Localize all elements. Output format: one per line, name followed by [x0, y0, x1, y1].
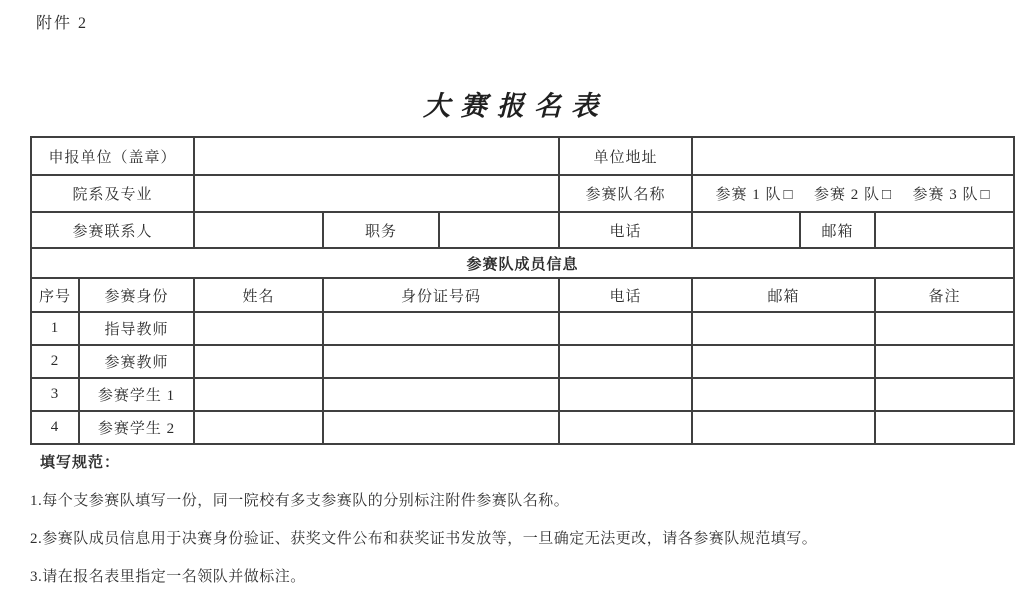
- team-option-3-label: 参赛 3 队: [912, 187, 979, 203]
- col-header-name: 姓名: [194, 278, 323, 312]
- input-member-3-name[interactable]: [194, 378, 323, 411]
- col-header-phone: 电话: [559, 278, 692, 312]
- row-member-columns: [31, 278, 1014, 312]
- input-contact-person[interactable]: [194, 212, 323, 248]
- member-no: 1: [31, 312, 79, 345]
- input-member-1-id[interactable]: [323, 312, 559, 345]
- input-member-4-phone[interactable]: [559, 411, 692, 444]
- note-item-3: 3.请在报名表里指定一名领队并做标注。: [30, 569, 306, 585]
- member-role: 参赛学生 2: [79, 411, 194, 444]
- member-role: 指导教师: [79, 312, 194, 345]
- member-row-4: [31, 411, 1014, 444]
- note-item-1: 1.每个支参赛队填写一份，同一院校有多支参赛队的分别标注附件参赛队名称。: [30, 493, 570, 509]
- input-contact-phone[interactable]: [692, 212, 800, 248]
- attachment-label: 附件 2: [36, 15, 89, 32]
- input-contact-email[interactable]: [875, 212, 1014, 248]
- team-option-2: [814, 183, 892, 204]
- label-position: 职务: [323, 212, 439, 248]
- team-1-checkbox-icon[interactable]: □: [783, 187, 794, 203]
- team-option-2-label: 参赛 2 队: [813, 187, 880, 203]
- input-member-1-phone[interactable]: [559, 312, 692, 345]
- member-row-3: [31, 378, 1014, 411]
- input-member-4-name[interactable]: [194, 411, 323, 444]
- member-row-2: [31, 345, 1014, 378]
- input-declaring-unit[interactable]: [194, 137, 559, 175]
- row-contact: [31, 212, 1014, 248]
- input-member-3-remarks[interactable]: [875, 378, 1014, 411]
- notes-heading: 填写规范：: [40, 455, 121, 471]
- registration-table: [30, 136, 1015, 445]
- member-no: 2: [31, 345, 79, 378]
- row-department: [31, 175, 1014, 212]
- input-member-2-email[interactable]: [692, 345, 875, 378]
- team-options-cell: [692, 175, 1014, 212]
- input-member-4-id[interactable]: [323, 411, 559, 444]
- col-header-remarks: 备注: [875, 278, 1014, 312]
- members-section-title: 参赛队成员信息: [31, 248, 1014, 278]
- input-department-major[interactable]: [194, 175, 559, 212]
- col-header-email: 邮箱: [692, 278, 875, 312]
- input-member-4-email[interactable]: [692, 411, 875, 444]
- input-member-2-remarks[interactable]: [875, 345, 1014, 378]
- label-department-major: 院系及专业: [31, 175, 194, 212]
- label-declaring-unit: 申报单位（盖章）: [31, 137, 194, 175]
- input-member-1-remarks[interactable]: [875, 312, 1014, 345]
- label-contact-person: 参赛联系人: [31, 212, 194, 248]
- input-member-2-phone[interactable]: [559, 345, 692, 378]
- input-position[interactable]: [439, 212, 559, 248]
- col-header-no: 序号: [31, 278, 79, 312]
- input-member-1-email[interactable]: [692, 312, 875, 345]
- member-role: 参赛教师: [79, 345, 194, 378]
- row-members-section: [31, 248, 1014, 278]
- col-header-id-number: 身份证号码: [323, 278, 559, 312]
- label-contact-email: 邮箱: [800, 212, 875, 248]
- member-no: 3: [31, 378, 79, 411]
- team-option-3: [912, 183, 990, 204]
- input-member-3-email[interactable]: [692, 378, 875, 411]
- input-member-2-id[interactable]: [323, 345, 559, 378]
- label-contact-phone: 电话: [559, 212, 692, 248]
- team-option-1: [715, 183, 793, 204]
- member-no: 4: [31, 411, 79, 444]
- col-header-role: 参赛身份: [79, 278, 194, 312]
- input-member-3-id[interactable]: [323, 378, 559, 411]
- input-unit-address[interactable]: [692, 137, 1014, 175]
- page-title: 大赛报名表: [423, 91, 608, 121]
- input-member-4-remarks[interactable]: [875, 411, 1014, 444]
- input-member-2-name[interactable]: [194, 345, 323, 378]
- member-row-1: [31, 312, 1014, 345]
- filling-instructions: [30, 454, 1005, 587]
- row-declaring-unit: [31, 137, 1014, 175]
- team-3-checkbox-icon[interactable]: □: [980, 187, 991, 203]
- input-member-1-name[interactable]: [194, 312, 323, 345]
- label-unit-address: 单位地址: [559, 137, 692, 175]
- member-role: 参赛学生 1: [79, 378, 194, 411]
- input-member-3-phone[interactable]: [559, 378, 692, 411]
- team-2-checkbox-icon[interactable]: □: [881, 187, 893, 203]
- label-team-name: 参赛队名称: [559, 175, 692, 212]
- note-item-2: 2.参赛队成员信息用于决赛身份验证、获奖文件公布和获奖证书发放等，一旦确定无法更改，请各参赛队规范填写。: [30, 531, 818, 547]
- team-option-1-label: 参赛 1 队: [715, 187, 782, 203]
